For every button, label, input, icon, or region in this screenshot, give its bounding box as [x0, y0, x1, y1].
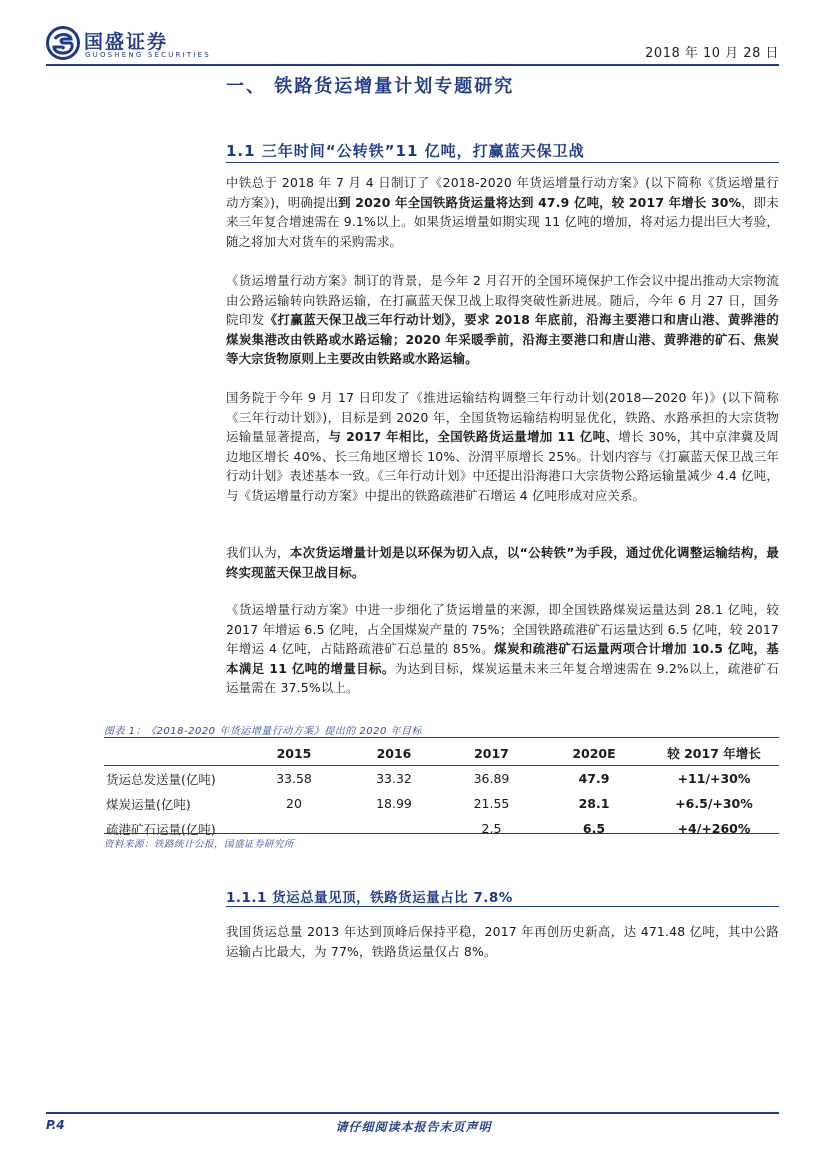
section-title: 一、 铁路货运增量计划专题研究 [226, 76, 515, 97]
report-date: 2018 年 10 月 28 日 [645, 46, 779, 61]
table-cell [344, 816, 444, 841]
table-header-cell: 2015 [244, 741, 344, 766]
logo-english-name: GUOSHENG SECURITIES [85, 51, 211, 59]
table-header-cell: 2016 [344, 741, 444, 766]
targets-table [104, 741, 779, 841]
table-header-cell: 2020E [539, 741, 649, 766]
table-bottom-rule [104, 833, 779, 834]
row-label: 煤炭运量(亿吨) [106, 796, 191, 812]
table-header-cell: 2017 [444, 741, 539, 766]
table-cell: +4/+260% [677, 821, 751, 836]
table-row [104, 766, 779, 792]
table-cell: 2.5 [481, 821, 502, 836]
row-label: 货运总发送量(亿吨) [106, 771, 216, 787]
table-cell: 6.5 [582, 821, 606, 836]
paragraph-2: 《货运增量行动方案》制订的背景，是今年 2 月召开的全国环境保护工作会议中提出推动大宗物流由公路运输转向铁路运输，在打赢蓝天保卫战上取得突破性新进展。随后，今年 6 月 27 日，国务院印发《打赢蓝天保卫战三年行动计划》，要求 2018 年底前，沿海主要港口和唐山港、黄骅港的煤炭集港改由铁路或水路运输；2020 年采暖季前，沿海主要港口和唐山港、黄骅港的矿石、焦炭等大宗货物原则上主要改由铁路或水路运输。 [226, 273, 780, 367]
row-label: 疏港矿石运量(亿吨) [106, 821, 216, 837]
table-cell: 33.58 [276, 771, 312, 786]
paragraph-3: 国务院于今年 9 月 17 日印发了《推进运输结构调整三年行动计划(2018—2020 年)》(以下简称《三年行动计划》)，目标是到 2020 年，全国货物运输结构明显优化，铁路、水路承担的大宗货物运输量显著提高，与 2017 年相比，全国铁路货运量增加 11 亿吨、增长 30%，其中京津冀及周边地区增长 40%、长三角地区增长 10%、汾渭平原增长 25%。计划内容与《打赢蓝天保卫战三年行动计划》表述基本一致。《三年行动计划》中还提出沿海港口大宗货物公路运输量减少 4.4 亿吨，与《货运增量行动方案》中提出的铁路疏港矿石增运 4 亿吨形成对应关系。 [226, 390, 780, 503]
paragraph-5: 《货运增量行动方案》中进一步细化了货运增量的来源，即全国铁路煤炭运量达到 28.1 亿吨，较 2017 年增运 6.5 亿吨，占全国煤炭产量的 75%；全国铁路疏港矿石运量达到 6.5 亿吨，较 2017 年增运 4 亿吨，占陆路疏港矿石总量的 85%。煤炭和疏港矿石运量两项合计增加 10.5 亿吨，基本满足 11 亿吨的增量目标。为达到目标，煤炭运量未来三年复合增速需在 9.2%以上，疏港矿石运量需在 37.5%以上。 [226, 602, 779, 696]
table-caption: 图表 1：《2018-2020 年货运增量行动方案》提出的 2020 年目标 [104, 726, 423, 737]
table-cell: 18.99 [376, 796, 412, 811]
table-cell: 21.55 [473, 796, 510, 811]
paragraph-4: 我们认为，本次货运增量计划是以环保为切入点，以“公转铁”为手段，通过优化调整运输结构，最终实现蓝天保卫战目标。 [226, 545, 779, 580]
paragraph-1: 中铁总于 2018 年 7 月 4 日制订了《2018-2020 年货运增量行动方案》(以下简称《货运增量行动方案》)，明确提出到 2020 年全国铁路货运量将达到 47.9 亿吨，较 2017 年增长 30%，即未来三年复合增速需在 9.1%以上。如果货运增量如期实现 11 亿吨的增加，将对运力提出巨大考验，随之将加大对货车的采购需求。 [226, 175, 779, 249]
table-header-row [104, 741, 779, 766]
subsection-divider [226, 162, 779, 163]
table-cell: +11/+30% [677, 771, 751, 786]
table-header-cell: 较 2017 年增长 [649, 741, 779, 766]
table-header-cell [104, 741, 244, 766]
logo-chinese-name: 国盛证券 [84, 31, 169, 53]
table-cell: 28.1 [578, 796, 610, 811]
page-number: P.4 [46, 1118, 65, 1132]
header-divider [46, 64, 779, 66]
company-logo-icon [46, 26, 80, 60]
table-cell: 36.89 [473, 771, 510, 786]
subsection-title: 1.1 三年时间“公转铁”11 亿吨，打赢蓝天保卫战 [226, 142, 585, 160]
table-cell: 47.9 [578, 771, 610, 786]
footer-divider [46, 1112, 779, 1114]
table-row [104, 791, 779, 816]
table-cell: +6.5/+30% [675, 796, 753, 811]
subsubsection-title: 1.1.1 货运总量见顶，铁路货运量占比 7.8% [226, 890, 513, 906]
table-source: 资料来源：铁路统计公报，国盛证券研究所 [104, 839, 295, 850]
footer-disclaimer: 请仔细阅读本报告末页声明 [335, 1120, 492, 1134]
table-cell: 20 [286, 796, 302, 811]
table-cell: 33.32 [376, 771, 412, 786]
subsubsection-divider [226, 906, 779, 907]
paragraph-6: 我国货运总量 2013 年达到顶峰后保持平稳，2017 年再创历史新高，达 471.48 亿吨，其中公路运输占比最大，为 77%，铁路货运量仅占 8%。 [226, 924, 779, 959]
table-top-rule [104, 737, 779, 738]
